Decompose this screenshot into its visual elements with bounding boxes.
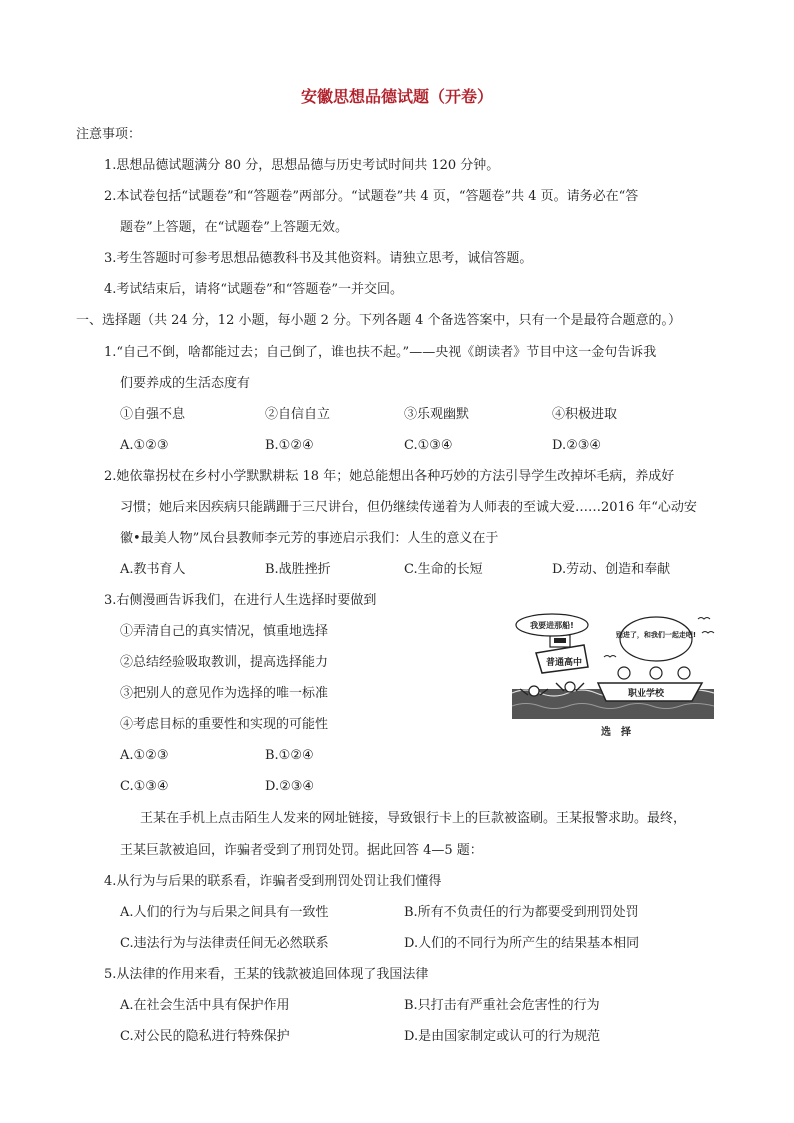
notice-line: 3.考生答题时可参考思想品德教科书及其他资料。请独立思考，诚信答题。 <box>104 251 533 266</box>
statement-item: ①自强不息 <box>120 407 186 422</box>
answer-option[interactable]: D.人们的不同行为所产生的结果基本相同 <box>404 936 640 951</box>
question-stem: 们要养成的生活态度有 <box>120 376 251 391</box>
answer-option[interactable]: D.②③④ <box>552 438 602 453</box>
speech-bubble-icon <box>620 617 692 661</box>
question-stem: 1.“自己不倒，啥都能过去；自己倒了，谁也扶不起。”——央视《朗读者》节目中这一金句告诉我 <box>104 345 657 360</box>
boat-label: 职业学校 <box>627 689 665 699</box>
answer-option[interactable]: C.对公民的隐私进行特殊保护 <box>120 1029 290 1044</box>
statement-item: ④积极进取 <box>552 407 618 422</box>
answer-option[interactable]: A.教书育人 <box>120 562 186 577</box>
statement-item: ②自信自立 <box>265 407 331 422</box>
question-stem: 4.从行为与后果的联系看，诈骗者受到刑罚处罚让我们懂得 <box>104 874 442 889</box>
statement-item: ③乐观幽默 <box>404 407 470 422</box>
cartoon-caption: 选 择 <box>601 727 631 738</box>
material-text: 王某在手机上点击陌生人发来的网址链接，导致银行卡上的巨款被盗刷。王某报警求助。最终， <box>140 811 687 826</box>
answer-option[interactable]: B.战胜挫折 <box>265 562 331 577</box>
answer-option[interactable]: D.②③④ <box>265 779 315 794</box>
notice-line: 题卷”上答题，在“试题卷”上答题无效。 <box>120 220 348 235</box>
answer-option[interactable]: B.所有不负责任的行为都要受到刑罚处罚 <box>404 905 639 920</box>
answer-option[interactable]: A.人们的行为与后果之间具有一致性 <box>120 905 329 920</box>
notice-line: 1.思想品德试题满分 80 分，思想品德与历史考试时间共 120 分钟。 <box>104 158 500 173</box>
statement-item: ③把别人的意见作为选择的唯一标准 <box>120 686 329 701</box>
bubble-left-text: 我要进那船! <box>530 621 574 630</box>
question-stem: 习惯；她后来因疾病只能蹒跚于三尺讲台，但仍继续传递着为人师表的至诚大爱……2016 年“心动安 <box>120 500 697 515</box>
notice-line: 4.考试结束后，请将“试题卷”和“答题卷”一并交回。 <box>104 282 403 297</box>
statement-item: ①弄清自己的真实情况，慎重地选择 <box>120 624 329 639</box>
bird-icon <box>698 618 710 620</box>
notice-header: 注意事项： <box>76 127 142 142</box>
answer-option[interactable]: C.①③④ <box>404 438 453 453</box>
answer-option[interactable]: D.劳动、创造和奉献 <box>552 562 671 577</box>
ship-label: 普通高中 <box>545 658 583 668</box>
material-text: 王某巨款被追回，诈骗者受到了刑罚处罚。据此回答 4—5 题： <box>120 843 483 858</box>
notice-line: 2.本试卷包括“试题卷”和“答题卷”两部分。“试题卷”共 4 页，“答题卷”共 4 页。请务必在“答 <box>104 189 639 204</box>
statement-item: ④考虑目标的重要性和实现的可能性 <box>120 717 329 732</box>
bird-icon <box>702 632 714 634</box>
section-heading: 一、选择题（共 24 分，12 小题，每小题 2 分。下列各题 4 个备选答案中，只有一个是最符合题意的。） <box>76 313 682 328</box>
answer-option[interactable]: A.在社会生活中具有保护作用 <box>120 998 290 1013</box>
answer-option[interactable]: C.违法行为与法律责任间无必然联系 <box>120 936 329 951</box>
answer-option[interactable]: B.①②④ <box>265 438 314 453</box>
statement-item: ②总结经验吸取教训，提高选择能力 <box>120 655 329 670</box>
question-stem: 5.从法律的作用来看，王某的钱款被追回体现了我国法律 <box>104 967 429 982</box>
bubble-right-text: 别进了，和我们一起走吧! <box>615 631 697 639</box>
answer-option[interactable]: C.生命的长短 <box>404 562 483 577</box>
answer-option[interactable]: D.是由国家制定或认可的行为规范 <box>404 1029 601 1044</box>
answer-option[interactable]: C.①③④ <box>120 779 169 794</box>
question-stem: 3.右侧漫画告诉我们，在进行人生选择时要做到 <box>104 593 377 608</box>
cartoon-drawing <box>506 611 724 739</box>
question-stem: 2.她依靠拐杖在乡村小学默默耕耘 18 年；她总能想出各种巧妙的方法引导学生改掉坏毛病，养成好 <box>104 469 675 484</box>
page-title: 安徽思想品德试题（开卷） <box>300 87 493 106</box>
answer-option[interactable]: B.①②④ <box>265 748 314 763</box>
question-stem: 徽•最美人物”凤台县教师李元芳的事迹启示我们：人生的意义在于 <box>120 531 499 546</box>
answer-option[interactable]: A.①②③ <box>120 748 169 763</box>
cartoon-illustration <box>506 611 724 739</box>
bird-icon <box>604 656 616 658</box>
answer-option[interactable]: B.只打击有严重社会危害性的行为 <box>404 998 600 1013</box>
answer-option[interactable]: A.①②③ <box>120 438 169 453</box>
